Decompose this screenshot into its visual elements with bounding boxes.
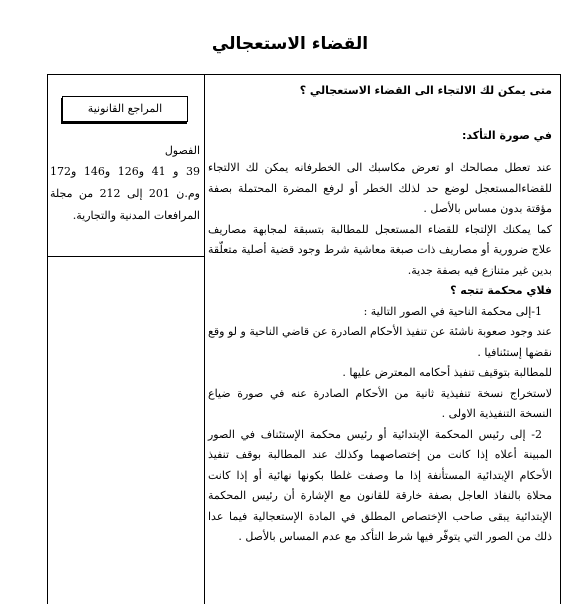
paragraph: كما يمكنك الإلتجاء للقضاء المستعجل للمطالبة بتسبقة لمجابهة مصاريف علاج ضرورية أو مصاريف ذات صبغة معاشية شرط وجود قضية أصلية متعلّقة بدين غير متنازع فيه بصفة جدية.: [208, 222, 552, 277]
list-item: 2- إلى رئيس المحكمة الإبتدائية أو رئيس محكمة الإستئناف في الصور المبينة أعلاه إذا كانت من إختصاصهما وكذلك عند المطالبة بوقف تنفيذ الأحكام الإبتدائية المستأنفة إذا ما وصفت غلطا بكونها نهائية أو إذا كانت محلاة بالنفاذ العاجل بصفة خارقة للقانون مع الإشارة أن رئيس المحكمة الإبتدائية يبقى صاحب الإختصاص المطلق في المادة الإستعجالية فيما عدا ذلك من الصور التي يتوفّر فيها شرط التأكد مع عدم المساس بالأصل .: [208, 427, 552, 543]
list-item: لاستخراج نسخة تنفيذية ثانية من الأحكام الصادرة عنه في صورة ضياع النسخة التنفيذية الاولى .: [208, 386, 552, 420]
sidebar-column: [50, 75, 200, 227]
list-item: للمطالبة بتوقيف تنفيذ أحكامه المعترض عليها .: [342, 366, 552, 379]
question-heading: متى يمكن لك الالتجاء الى القضاء الاستعجالي ؟: [299, 84, 552, 97]
articles-label: الفصول: [164, 144, 200, 157]
column-divider: [204, 75, 205, 604]
articles-text: 39 و 41 و126 و146 و172 وم.ن 201 إلى 212 من مجلة المرافعات المدنية والتجارية.: [50, 165, 200, 222]
content-table: [47, 74, 561, 604]
sidebar-row-divider: [48, 256, 204, 257]
section-heading: في صورة التأكد:: [461, 128, 552, 142]
list-item: عند وجود صعوبة ناشئة عن تنفيذ الأحكام الصادرة عن قاضي الناحية و لو وقع نقضها إستئنافيا .: [208, 325, 552, 359]
list-item-heading: 1-إلى محكمة الناحية في الصور التالية :: [363, 304, 542, 318]
page-title: القضاء الاستعجالي: [211, 34, 369, 54]
question-heading: فلاي محكمة تتجه ؟: [450, 284, 552, 297]
main-column: [208, 75, 552, 604]
legal-references-box: المراجع القانونية: [62, 96, 188, 122]
paragraph: عند تعطل مصالحك او تعرض مكاسبك الى الخطرفانه يمكن لك الالتجاء للقضاءالمستعجل لوضع حد لذلك الخطر أو لرفع المضرة المحتملة بصفة مؤقتة بدون مساس بالأصل .: [208, 161, 552, 215]
